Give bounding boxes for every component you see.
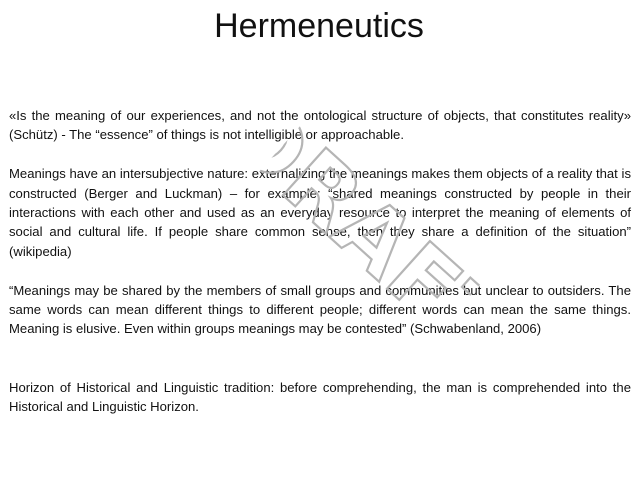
paragraph-schwabenland: “Meanings may be shared by the members of small groups and communities but unclear to outsiders. The same words can mean different things to different people; different words can mean the same things. Meaning is elusive. Even within groups meanings may be contested” (Schwabenland, 2006) (9, 282, 631, 337)
paragraph-horizon: Horizon of Historical and Linguistic tradition: before comprehending, the man is comprehended into the Historical and Linguistic Horizon. (9, 379, 631, 415)
paragraph-schutz: «Is the meaning of our experiences, and not the ontological structure of objects, that constitutes reality» (Schütz) - The “essence” of things is not intelligible or approachable. (9, 108, 631, 143)
watermark-text: DRAFT (242, 108, 494, 352)
slide-body (9, 106, 631, 436)
slide-title: Hermeneutics (214, 7, 424, 45)
paragraph-intersubjective: Meanings have an intersubjective nature: externalizing the meanings makes them objects of a reality that is constructed (Berger and Luckman) – for example: “shared meanings constructed by people in their interactions with each other and used as an everyday resource to interpret the meaning of elements of social and cultural life. If people share common sense, then they share a definition of the situation” (wikipedia) (9, 166, 631, 259)
